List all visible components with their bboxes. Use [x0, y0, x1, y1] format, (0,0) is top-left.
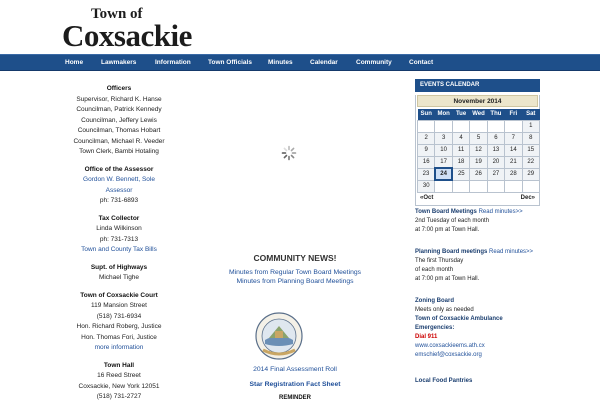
calendar-empty-cell	[487, 120, 504, 132]
planning-board-minutes-link-right[interactable]: Read minutes>>	[489, 249, 534, 255]
calendar-empty-cell	[487, 180, 504, 192]
nav-information[interactable]: Information	[155, 59, 191, 66]
assessment-roll-link[interactable]: 2014 Final Assessment Roll	[253, 366, 337, 373]
town-board-minutes-link[interactable]: Minutes from Regular Town Board Meetings	[228, 269, 362, 276]
calendar-empty-cell	[505, 180, 522, 192]
calendar-day[interactable]: 12	[470, 144, 487, 156]
loading-spinner-icon	[281, 145, 297, 161]
calendar-empty-cell	[505, 120, 522, 132]
court-heading: Town of Coxsackie Court	[80, 291, 158, 299]
food-pantries	[415, 377, 550, 386]
tax-collector-name: Linda Wilkinson	[96, 225, 142, 232]
court-address: 119 Mansion Street	[91, 302, 147, 309]
calendar-day[interactable]: 20	[487, 156, 504, 168]
highways-heading: Supt. of Highways	[90, 263, 148, 271]
calendar-day[interactable]: 30	[418, 180, 435, 192]
weekday-header: Sat	[522, 109, 539, 120]
highways-name: Michael Tighe	[98, 274, 140, 281]
town-hall-phone: (518) 731-2727	[96, 393, 142, 400]
court-phone: (518) 731-6934	[96, 312, 142, 320]
ambulance-emergencies: Emergencies:	[415, 325, 455, 331]
weekday-header: Sun	[418, 109, 435, 120]
town-board-title: Town Board Meetings	[415, 209, 477, 215]
ambulance-email-link[interactable]: emschief@coxsackie.org	[415, 352, 482, 358]
calendar-empty-cell	[435, 120, 452, 132]
town-board-line-1: 2nd Tuesday of each month	[415, 218, 490, 224]
calendar-day[interactable]: 26	[470, 168, 487, 180]
weekday-header: Thu	[487, 109, 504, 120]
calendar-day[interactable]: 2	[418, 132, 435, 144]
calendar-day[interactable]: 19	[470, 156, 487, 168]
town-hall-city: Coxsackie, New York 12051	[78, 382, 160, 390]
officials-sidebar	[60, 84, 178, 400]
calendar-day[interactable]: 15	[522, 144, 539, 156]
tax-bills-link[interactable]: Town and County Tax Bills	[81, 246, 157, 253]
assessor-phone: ph: 731-6893	[99, 197, 139, 204]
calendar-day[interactable]: 21	[505, 156, 522, 168]
calendar-empty-cell	[452, 120, 469, 132]
calendar-month: November 2014	[417, 95, 538, 107]
nav-lawmakers[interactable]: Lawmakers	[101, 59, 137, 66]
calendar-next-link[interactable]: Dec»	[520, 194, 535, 201]
calendar-empty-cell	[452, 180, 469, 192]
community-news-heading: COMMUNITY NEWS!	[253, 253, 337, 263]
star-registration-link[interactable]: Star Registration Fact Sheet	[249, 381, 341, 388]
town-board-line-2: at 7:00 pm at Town Hall.	[415, 227, 480, 233]
officer-supervisor: Supervisor, Richard K. Hanse	[76, 95, 162, 103]
nav-contact[interactable]: Contact	[409, 59, 434, 66]
events-calendar	[415, 79, 540, 206]
weekday-header: Fri	[505, 109, 522, 120]
zoning-ambulance-info	[415, 297, 550, 360]
ambulance-title: Town of Coxsackie Ambulance	[415, 316, 503, 322]
calendar-day[interactable]: 7	[505, 132, 522, 144]
reminder-heading: REMINDER	[278, 395, 311, 400]
calendar-day[interactable]: 13	[487, 144, 504, 156]
calendar-day[interactable]: 16	[418, 156, 435, 168]
calendar-day[interactable]: 5	[470, 132, 487, 144]
calendar-grid	[417, 109, 540, 193]
planning-board-minutes-link[interactable]: Minutes from Planning Board Meetings	[236, 278, 354, 285]
main-nav	[0, 54, 600, 71]
zoning-board-title: Zoning Board	[415, 298, 454, 304]
assessor-link[interactable]: Gordon W. Bennett, Sole	[83, 176, 155, 183]
calendar-day[interactable]: 18	[452, 156, 469, 168]
food-pantries-link[interactable]: Local Food Pantries	[415, 378, 473, 384]
nav-town-officials[interactable]: Town Officials	[208, 59, 252, 66]
calendar-day[interactable]: 25	[452, 168, 469, 180]
calendar-day[interactable]: 11	[452, 144, 469, 156]
calendar-day[interactable]: 28	[505, 168, 522, 180]
town-board-minutes-link-right[interactable]: Read minutes>>	[478, 209, 523, 215]
calendar-empty-cell	[522, 180, 539, 192]
planning-board-info	[415, 248, 550, 284]
nav-calendar[interactable]: Calendar	[310, 59, 338, 66]
calendar-day[interactable]: 6	[487, 132, 504, 144]
calendar-day[interactable]: 10	[435, 144, 452, 156]
tax-collector-phone: ph: 731-7313	[99, 235, 139, 243]
logo-coxsackie: Coxsackie	[62, 18, 192, 53]
calendar-prev-link[interactable]: «Oct	[420, 194, 434, 201]
officer-councilman-1: Councilman, Patrick Kennedy	[76, 106, 162, 113]
nav-home[interactable]: Home	[65, 59, 84, 66]
nav-community[interactable]: Community	[356, 59, 392, 66]
tax-collector-heading: Tax Collector	[98, 214, 140, 222]
court-justice-2: Hon. Thomas Fori, Justice	[81, 333, 157, 341]
assessor-link-2[interactable]: Assessor	[105, 186, 133, 194]
calendar-day[interactable]: 29	[522, 168, 539, 180]
calendar-day[interactable]: 22	[522, 156, 539, 168]
logo-town-of: Town of	[91, 6, 143, 22]
calendar-day[interactable]: 9	[418, 144, 435, 156]
town-hall-heading: Town Hall	[103, 361, 135, 369]
officer-councilman-2: Councilman, Jeffery Lewis	[81, 116, 157, 124]
town-board-info	[415, 208, 550, 235]
court-more-info-link[interactable]: more information	[94, 344, 144, 351]
officer-town-clerk: Town Clerk, Bambi Hotaling	[79, 148, 159, 155]
calendar-empty-cell	[435, 180, 452, 192]
officers-heading: Officers	[106, 85, 132, 92]
weekday-header: Wed	[470, 109, 487, 120]
calendar-day[interactable]: 17	[435, 156, 452, 168]
assessor-heading: Office of the Assessor	[84, 165, 154, 173]
town-hall-address: 16 Reed Street	[97, 372, 141, 379]
planning-board-title: Planning Board meetings	[415, 249, 488, 255]
calendar-day[interactable]: 27	[487, 168, 504, 180]
nav-minutes[interactable]: Minutes	[268, 59, 293, 66]
weekday-header: Mon	[435, 109, 452, 120]
calendar-day[interactable]: 8	[522, 132, 539, 144]
ambulance-dial: Dial 911	[415, 334, 438, 340]
site-header	[0, 0, 600, 54]
officer-councilman-3: Councilman, Thomas Hobart	[77, 127, 161, 134]
calendar-day[interactable]: 3	[435, 132, 452, 144]
planning-board-line-1: The first Thursday	[415, 258, 464, 264]
calendar-empty-cell	[470, 120, 487, 132]
zoning-board-line: Meets only as needed	[415, 307, 474, 313]
weekday-header: Tue	[452, 109, 469, 120]
officer-councilman-4: Councilman, Michael R. Veeder	[73, 137, 165, 145]
ambulance-website-link[interactable]: www.coxsackieems.ath.cx	[415, 343, 485, 349]
calendar-empty-cell	[470, 180, 487, 192]
calendar-day[interactable]: 24	[435, 168, 452, 180]
town-seal-icon	[255, 312, 303, 360]
calendar-day[interactable]: 1	[522, 120, 539, 132]
calendar-day[interactable]: 23	[418, 168, 435, 180]
planning-board-line-3: at 7:00 pm at Town Hall.	[415, 276, 480, 282]
calendar-day[interactable]: 14	[505, 144, 522, 156]
calendar-header: EVENTS CALENDAR	[415, 79, 540, 92]
court-justice-1: Hon. Richard Roberg, Justice	[76, 323, 162, 330]
calendar-day[interactable]: 4	[452, 132, 469, 144]
planning-board-line-2: of each month	[415, 267, 454, 273]
calendar-empty-cell	[418, 120, 435, 132]
